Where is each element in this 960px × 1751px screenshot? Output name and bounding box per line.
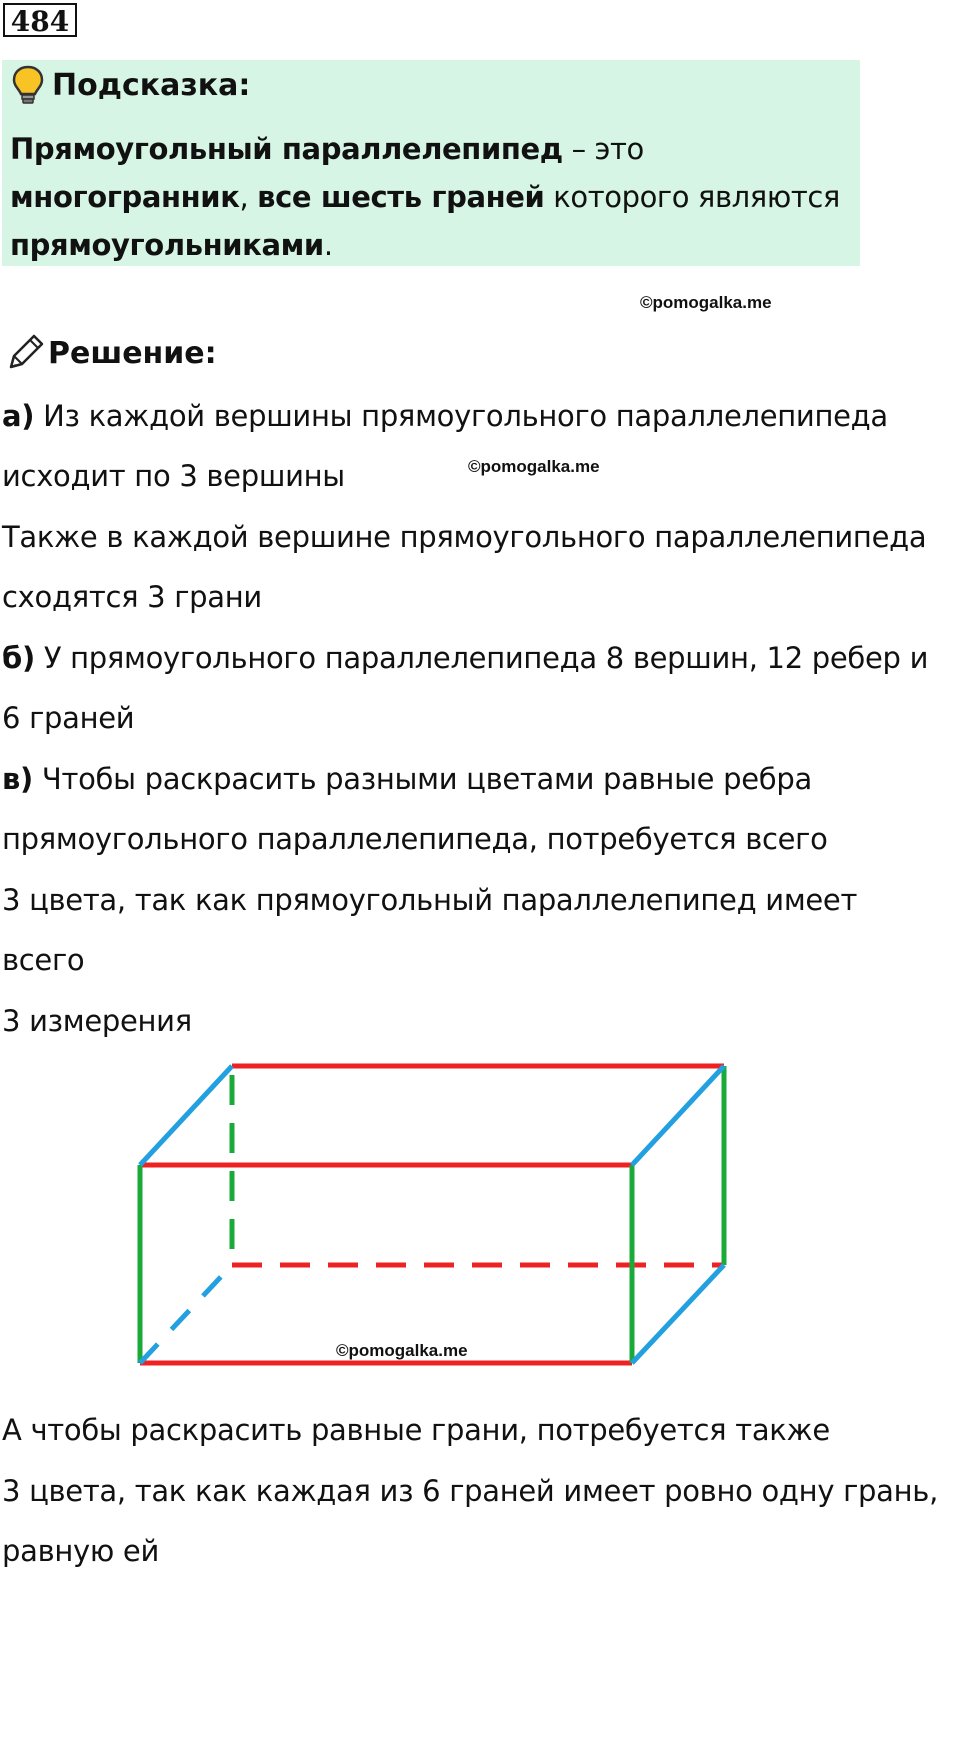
solution-line: равную ей xyxy=(2,1534,160,1568)
hint-text-part: – это xyxy=(562,132,644,166)
line-text: У прямоугольного параллелепипеда 8 вершин, 12 ребер и xyxy=(34,641,929,675)
hint-title: Подсказка: xyxy=(52,68,251,103)
solution-line: 3 цвета, так как каждая из 6 граней имеет ровно одну грань, xyxy=(2,1474,939,1508)
watermark: ©pomogalka.me xyxy=(336,1341,468,1360)
hint-term: прямоугольниками xyxy=(10,228,324,262)
solution-line: исходит по 3 вершины xyxy=(2,459,345,493)
task-number: 484 xyxy=(3,3,77,37)
solution-line xyxy=(2,759,872,799)
edge-blue xyxy=(140,1066,232,1165)
pencil-icon xyxy=(6,332,46,372)
item-label: б) xyxy=(2,641,35,675)
hint-term: все шесть граней xyxy=(257,180,545,214)
edge-blue-hidden xyxy=(140,1265,232,1363)
edge-blue xyxy=(632,1066,724,1165)
watermark: ©pomogalka.me xyxy=(468,457,600,476)
solution-line: 3 цвета, так как прямоугольный параллелепипед имеет xyxy=(2,883,858,917)
solution-line: прямоугольного параллелепипеда, потребуется всего xyxy=(2,822,828,856)
item-label: в) xyxy=(2,762,34,796)
solution-line: сходятся 3 грани xyxy=(2,580,262,614)
parallelepiped-figure xyxy=(0,1050,860,1380)
solution-line: 3 измерения xyxy=(2,1004,192,1038)
item-label: а) xyxy=(2,399,35,433)
edge-blue xyxy=(632,1265,724,1363)
lightbulb-icon xyxy=(10,64,46,106)
hint-text-part: которого являются xyxy=(544,180,840,214)
hint-term: Прямоугольный параллелепипед xyxy=(10,132,563,166)
solution-title: Решение: xyxy=(48,336,217,371)
line-text: Из каждой вершины прямоугольного параллелепипеда xyxy=(34,399,888,433)
solution-line: 6 граней xyxy=(2,701,135,735)
solution-line xyxy=(2,638,929,678)
solution-line xyxy=(2,396,888,436)
hint-definition xyxy=(10,125,860,269)
solution-line: всего xyxy=(2,943,85,977)
hint-term: многогранник xyxy=(10,180,240,214)
solution-line: Также в каждой вершине прямоугольного параллелепипеда xyxy=(2,520,927,554)
watermark: ©pomogalka.me xyxy=(640,293,772,312)
hint-text-part: , xyxy=(239,180,258,214)
line-text: Чтобы раскрасить разными цветами равные ребра xyxy=(33,762,812,796)
hint-text-part: . xyxy=(323,228,333,262)
solution-line: А чтобы раскрасить равные грани, потребуется также xyxy=(2,1413,830,1447)
